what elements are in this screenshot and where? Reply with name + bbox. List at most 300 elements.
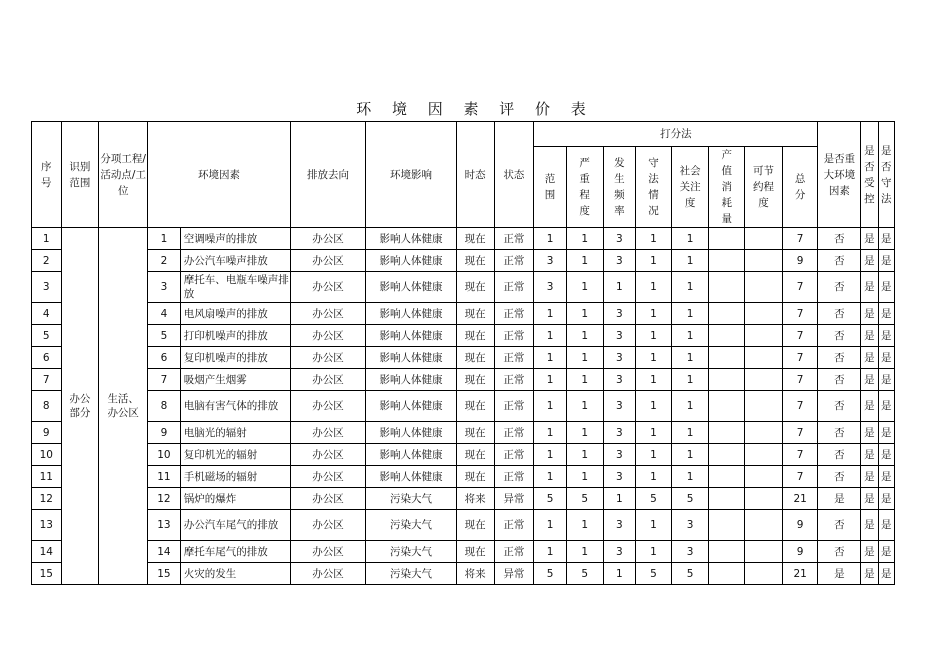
table-row: [32, 391, 895, 422]
row-law-cell: 是: [878, 510, 894, 541]
row-tense-cell: 现在: [456, 444, 494, 466]
header-impact: 环境影响: [366, 122, 457, 228]
row-score-range-cell: 1: [534, 347, 567, 369]
row-controlled-cell: 是: [861, 541, 878, 563]
row-seq-cell: 5: [32, 325, 62, 347]
row-score-range-cell: 1: [534, 303, 567, 325]
row-no-cell: 5: [148, 325, 181, 347]
row-controlled-cell: 是: [861, 422, 878, 444]
row-score-total-cell: 7: [782, 325, 818, 347]
row-seq-cell: 6: [32, 347, 62, 369]
row-score-frequency-cell: 3: [603, 347, 636, 369]
row-score-severity-cell: 5: [566, 563, 603, 585]
header-seq: 序号: [32, 122, 62, 228]
header-scoring: 打分法: [534, 122, 818, 147]
row-score-frequency-cell: 1: [603, 272, 636, 303]
row-controlled-cell: 是: [861, 510, 878, 541]
header-score-saving: 可节约程度: [745, 147, 783, 228]
row-score-saving-cell: [745, 250, 783, 272]
row-score-frequency-cell: 1: [603, 563, 636, 585]
row-factor-cell: 复印机光的辐射: [180, 444, 290, 466]
row-state-cell: 正常: [494, 369, 534, 391]
row-tense-cell: 现在: [456, 228, 494, 250]
row-score-consumption-cell: [709, 272, 745, 303]
row-seq-cell: 9: [32, 422, 62, 444]
row-factor-cell: 摩托车尾气的排放: [180, 541, 290, 563]
row-score-severity-cell: 1: [566, 272, 603, 303]
row-score-compliance-cell: 1: [636, 466, 672, 488]
row-major-cell: 是: [818, 563, 861, 585]
row-score-range-cell: 3: [534, 272, 567, 303]
row-score-saving-cell: [745, 369, 783, 391]
row-score-frequency-cell: 3: [603, 422, 636, 444]
row-no-cell: 11: [148, 466, 181, 488]
row-seq-cell: 7: [32, 369, 62, 391]
row-controlled-cell: 是: [861, 444, 878, 466]
row-factor-cell: 吸烟产生烟雾: [180, 369, 290, 391]
header-score-severity: 严重程度: [566, 147, 603, 228]
table-row: [32, 444, 895, 466]
row-state-cell: 正常: [494, 391, 534, 422]
row-law-cell: 是: [878, 422, 894, 444]
row-score-range-cell: 1: [534, 444, 567, 466]
row-score-saving-cell: [745, 444, 783, 466]
row-score-compliance-cell: 1: [636, 444, 672, 466]
row-score-compliance-cell: 1: [636, 391, 672, 422]
header-score-concern: 社会关注度: [671, 147, 709, 228]
row-score-frequency-cell: 3: [603, 466, 636, 488]
row-factor-cell: 锅炉的爆炸: [180, 488, 290, 510]
row-tense-cell: 现在: [456, 369, 494, 391]
row-score-total-cell: 7: [782, 347, 818, 369]
row-score-saving-cell: [745, 325, 783, 347]
row-factor-cell: 办公汽车尾气的排放: [180, 510, 290, 541]
row-score-consumption-cell: [709, 228, 745, 250]
row-controlled-cell: 是: [861, 303, 878, 325]
row-score-concern-cell: 1: [671, 422, 709, 444]
row-score-frequency-cell: 3: [603, 250, 636, 272]
row-score-compliance-cell: 1: [636, 303, 672, 325]
row-discharge-cell: 办公区: [290, 228, 365, 250]
row-law-cell: 是: [878, 347, 894, 369]
header-law: 是否守法: [878, 122, 894, 228]
row-discharge-cell: 办公区: [290, 325, 365, 347]
row-score-range-cell: 5: [534, 488, 567, 510]
row-score-range-cell: 1: [534, 510, 567, 541]
row-no-cell: 6: [148, 347, 181, 369]
row-tense-cell: 现在: [456, 303, 494, 325]
row-score-consumption-cell: [709, 466, 745, 488]
table-row: [32, 563, 895, 585]
row-score-concern-cell: 1: [671, 444, 709, 466]
header-score-total: 总分: [782, 147, 818, 228]
row-major-cell: 否: [818, 541, 861, 563]
activity-group-cell: 生活、办公区: [99, 228, 148, 585]
row-seq-cell: 3: [32, 272, 62, 303]
row-score-concern-cell: 1: [671, 369, 709, 391]
row-score-saving-cell: [745, 228, 783, 250]
row-impact-cell: 影响人体健康: [366, 228, 457, 250]
row-score-consumption-cell: [709, 369, 745, 391]
row-factor-cell: 电脑有害气体的排放: [180, 391, 290, 422]
row-law-cell: 是: [878, 369, 894, 391]
row-score-concern-cell: 3: [671, 541, 709, 563]
row-major-cell: 否: [818, 444, 861, 466]
row-score-compliance-cell: 1: [636, 325, 672, 347]
row-score-saving-cell: [745, 563, 783, 585]
row-score-total-cell: 7: [782, 466, 818, 488]
table-row: [32, 272, 895, 303]
row-controlled-cell: 是: [861, 325, 878, 347]
row-no-cell: 4: [148, 303, 181, 325]
row-score-saving-cell: [745, 541, 783, 563]
row-score-range-cell: 1: [534, 325, 567, 347]
row-impact-cell: 影响人体健康: [366, 444, 457, 466]
row-controlled-cell: 是: [861, 488, 878, 510]
row-factor-cell: 火灾的发生: [180, 563, 290, 585]
row-state-cell: 正常: [494, 347, 534, 369]
row-no-cell: 12: [148, 488, 181, 510]
row-seq-cell: 13: [32, 510, 62, 541]
row-no-cell: 8: [148, 391, 181, 422]
table-row: [32, 250, 895, 272]
row-discharge-cell: 办公区: [290, 347, 365, 369]
row-controlled-cell: 是: [861, 391, 878, 422]
row-no-cell: 13: [148, 510, 181, 541]
row-factor-cell: 电脑光的辐射: [180, 422, 290, 444]
row-score-consumption-cell: [709, 325, 745, 347]
row-discharge-cell: 办公区: [290, 272, 365, 303]
row-score-consumption-cell: [709, 347, 745, 369]
row-impact-cell: 污染大气: [366, 488, 457, 510]
row-score-saving-cell: [745, 272, 783, 303]
row-score-severity-cell: 1: [566, 391, 603, 422]
row-seq-cell: 15: [32, 563, 62, 585]
header-score-compliance: 守法情况: [636, 147, 672, 228]
header-activity: 分项工程/活动点/工位: [99, 122, 148, 228]
row-score-severity-cell: 1: [566, 250, 603, 272]
header-scope: 识别范围: [61, 122, 99, 228]
row-major-cell: 否: [818, 466, 861, 488]
row-score-frequency-cell: 3: [603, 303, 636, 325]
row-score-severity-cell: 1: [566, 325, 603, 347]
row-seq-cell: 10: [32, 444, 62, 466]
row-seq-cell: 11: [32, 466, 62, 488]
row-discharge-cell: 办公区: [290, 391, 365, 422]
row-major-cell: 否: [818, 391, 861, 422]
row-state-cell: 正常: [494, 466, 534, 488]
row-score-total-cell: 21: [782, 563, 818, 585]
row-state-cell: 正常: [494, 510, 534, 541]
row-state-cell: 正常: [494, 272, 534, 303]
row-impact-cell: 影响人体健康: [366, 250, 457, 272]
row-score-saving-cell: [745, 347, 783, 369]
row-impact-cell: 影响人体健康: [366, 369, 457, 391]
row-score-frequency-cell: 3: [603, 391, 636, 422]
row-score-total-cell: 7: [782, 391, 818, 422]
row-controlled-cell: 是: [861, 369, 878, 391]
row-tense-cell: 现在: [456, 541, 494, 563]
row-controlled-cell: 是: [861, 272, 878, 303]
header-state: 状态: [494, 122, 534, 228]
row-controlled-cell: 是: [861, 228, 878, 250]
row-score-frequency-cell: 3: [603, 444, 636, 466]
header-tense: 时态: [456, 122, 494, 228]
row-state-cell: 正常: [494, 303, 534, 325]
row-controlled-cell: 是: [861, 250, 878, 272]
header-score-consumption: 产值消耗量: [709, 147, 745, 228]
row-factor-cell: 复印机噪声的排放: [180, 347, 290, 369]
page-title: 环 境 因 素 评 价 表: [356, 100, 594, 118]
table-row: [32, 541, 895, 563]
row-no-cell: 2: [148, 250, 181, 272]
row-score-compliance-cell: 1: [636, 369, 672, 391]
row-law-cell: 是: [878, 250, 894, 272]
row-state-cell: 正常: [494, 541, 534, 563]
row-score-saving-cell: [745, 466, 783, 488]
row-tense-cell: 现在: [456, 272, 494, 303]
row-tense-cell: 现在: [456, 250, 494, 272]
row-law-cell: 是: [878, 541, 894, 563]
row-score-compliance-cell: 5: [636, 488, 672, 510]
row-score-severity-cell: 1: [566, 541, 603, 563]
row-score-concern-cell: 1: [671, 303, 709, 325]
row-score-consumption-cell: [709, 444, 745, 466]
row-factor-cell: 手机磁场的辐射: [180, 466, 290, 488]
row-score-range-cell: 1: [534, 422, 567, 444]
scope-group-cell: 办公部分: [61, 228, 99, 585]
row-tense-cell: 现在: [456, 466, 494, 488]
row-impact-cell: 污染大气: [366, 510, 457, 541]
row-score-frequency-cell: 3: [603, 541, 636, 563]
environment-factor-table: [31, 121, 895, 585]
row-score-total-cell: 21: [782, 488, 818, 510]
row-discharge-cell: 办公区: [290, 444, 365, 466]
row-score-total-cell: 9: [782, 541, 818, 563]
row-tense-cell: 现在: [456, 325, 494, 347]
row-no-cell: 14: [148, 541, 181, 563]
row-score-consumption-cell: [709, 510, 745, 541]
row-tense-cell: 将来: [456, 563, 494, 585]
row-score-consumption-cell: [709, 541, 745, 563]
row-score-range-cell: 1: [534, 228, 567, 250]
row-major-cell: 否: [818, 228, 861, 250]
row-score-concern-cell: 5: [671, 488, 709, 510]
header-score-range: 范围: [534, 147, 567, 228]
row-score-compliance-cell: 1: [636, 541, 672, 563]
row-score-total-cell: 7: [782, 303, 818, 325]
table-row: [32, 369, 895, 391]
row-score-saving-cell: [745, 391, 783, 422]
row-law-cell: 是: [878, 272, 894, 303]
row-score-consumption-cell: [709, 303, 745, 325]
table-row: [32, 466, 895, 488]
row-score-range-cell: 1: [534, 466, 567, 488]
row-factor-cell: 打印机噪声的排放: [180, 325, 290, 347]
row-no-cell: 10: [148, 444, 181, 466]
row-score-concern-cell: 1: [671, 250, 709, 272]
row-score-total-cell: 7: [782, 422, 818, 444]
row-discharge-cell: 办公区: [290, 466, 365, 488]
row-impact-cell: 影响人体健康: [366, 272, 457, 303]
row-state-cell: 正常: [494, 325, 534, 347]
row-major-cell: 否: [818, 510, 861, 541]
row-score-compliance-cell: 1: [636, 250, 672, 272]
table-row: [32, 488, 895, 510]
row-no-cell: 3: [148, 272, 181, 303]
row-score-consumption-cell: [709, 391, 745, 422]
table-row: [32, 228, 895, 250]
row-score-severity-cell: 5: [566, 488, 603, 510]
row-score-concern-cell: 1: [671, 391, 709, 422]
row-score-concern-cell: 1: [671, 228, 709, 250]
row-seq-cell: 12: [32, 488, 62, 510]
row-impact-cell: 影响人体健康: [366, 466, 457, 488]
row-tense-cell: 现在: [456, 391, 494, 422]
row-impact-cell: 影响人体健康: [366, 391, 457, 422]
row-major-cell: 否: [818, 250, 861, 272]
row-score-total-cell: 7: [782, 228, 818, 250]
row-law-cell: 是: [878, 488, 894, 510]
row-seq-cell: 1: [32, 228, 62, 250]
table-row: [32, 303, 895, 325]
header-discharge: 排放去向: [290, 122, 365, 228]
row-seq-cell: 8: [32, 391, 62, 422]
row-discharge-cell: 办公区: [290, 369, 365, 391]
row-score-saving-cell: [745, 422, 783, 444]
row-score-consumption-cell: [709, 488, 745, 510]
table-row: [32, 325, 895, 347]
row-state-cell: 正常: [494, 444, 534, 466]
row-impact-cell: 影响人体健康: [366, 347, 457, 369]
row-law-cell: 是: [878, 228, 894, 250]
row-score-range-cell: 1: [534, 541, 567, 563]
row-discharge-cell: 办公区: [290, 510, 365, 541]
row-factor-cell: 摩托车、电瓶车噪声排放: [180, 272, 290, 303]
row-score-total-cell: 9: [782, 510, 818, 541]
row-impact-cell: 影响人体健康: [366, 325, 457, 347]
row-score-severity-cell: 1: [566, 422, 603, 444]
row-factor-cell: 空调噪声的排放: [180, 228, 290, 250]
row-tense-cell: 现在: [456, 347, 494, 369]
row-law-cell: 是: [878, 325, 894, 347]
row-major-cell: 否: [818, 347, 861, 369]
row-tense-cell: 将来: [456, 488, 494, 510]
row-major-cell: 否: [818, 369, 861, 391]
row-seq-cell: 14: [32, 541, 62, 563]
row-no-cell: 1: [148, 228, 181, 250]
row-score-concern-cell: 1: [671, 466, 709, 488]
row-impact-cell: 污染大气: [366, 541, 457, 563]
row-score-severity-cell: 1: [566, 347, 603, 369]
row-seq-cell: 2: [32, 250, 62, 272]
row-score-compliance-cell: 1: [636, 272, 672, 303]
row-score-total-cell: 9: [782, 250, 818, 272]
row-score-saving-cell: [745, 303, 783, 325]
row-score-severity-cell: 1: [566, 228, 603, 250]
row-no-cell: 7: [148, 369, 181, 391]
row-impact-cell: 影响人体健康: [366, 303, 457, 325]
row-score-compliance-cell: 1: [636, 510, 672, 541]
row-score-consumption-cell: [709, 563, 745, 585]
row-discharge-cell: 办公区: [290, 541, 365, 563]
table-row: [32, 510, 895, 541]
row-score-concern-cell: 3: [671, 510, 709, 541]
row-law-cell: 是: [878, 466, 894, 488]
row-score-saving-cell: [745, 488, 783, 510]
row-tense-cell: 现在: [456, 422, 494, 444]
row-score-consumption-cell: [709, 250, 745, 272]
table-row: [32, 422, 895, 444]
header-factor: 环境因素: [148, 122, 291, 228]
row-state-cell: 正常: [494, 228, 534, 250]
row-score-saving-cell: [745, 510, 783, 541]
table-row: [32, 347, 895, 369]
row-score-severity-cell: 1: [566, 466, 603, 488]
row-score-concern-cell: 1: [671, 272, 709, 303]
row-score-frequency-cell: 3: [603, 510, 636, 541]
row-score-severity-cell: 1: [566, 510, 603, 541]
row-law-cell: 是: [878, 303, 894, 325]
row-score-compliance-cell: 5: [636, 563, 672, 585]
row-controlled-cell: 是: [861, 347, 878, 369]
header-controlled: 是否受控: [861, 122, 878, 228]
row-controlled-cell: 是: [861, 563, 878, 585]
row-controlled-cell: 是: [861, 466, 878, 488]
row-major-cell: 否: [818, 325, 861, 347]
row-score-total-cell: 7: [782, 369, 818, 391]
row-discharge-cell: 办公区: [290, 422, 365, 444]
row-seq-cell: 4: [32, 303, 62, 325]
row-major-cell: 否: [818, 422, 861, 444]
row-score-compliance-cell: 1: [636, 422, 672, 444]
row-discharge-cell: 办公区: [290, 250, 365, 272]
row-discharge-cell: 办公区: [290, 563, 365, 585]
row-state-cell: 异常: [494, 488, 534, 510]
row-score-severity-cell: 1: [566, 369, 603, 391]
row-score-total-cell: 7: [782, 272, 818, 303]
row-major-cell: 是: [818, 488, 861, 510]
row-major-cell: 否: [818, 272, 861, 303]
row-score-consumption-cell: [709, 422, 745, 444]
row-discharge-cell: 办公区: [290, 303, 365, 325]
row-score-compliance-cell: 1: [636, 228, 672, 250]
header-score-frequency: 发生频率: [603, 147, 636, 228]
row-law-cell: 是: [878, 391, 894, 422]
row-score-frequency-cell: 3: [603, 369, 636, 391]
row-law-cell: 是: [878, 444, 894, 466]
row-score-frequency-cell: 3: [603, 325, 636, 347]
row-score-concern-cell: 1: [671, 347, 709, 369]
row-score-compliance-cell: 1: [636, 347, 672, 369]
row-score-frequency-cell: 3: [603, 228, 636, 250]
row-major-cell: 否: [818, 303, 861, 325]
row-score-total-cell: 7: [782, 444, 818, 466]
row-score-severity-cell: 1: [566, 444, 603, 466]
row-score-range-cell: 1: [534, 391, 567, 422]
row-score-concern-cell: 1: [671, 325, 709, 347]
row-score-range-cell: 5: [534, 563, 567, 585]
row-impact-cell: 污染大气: [366, 563, 457, 585]
row-factor-cell: 办公汽车噪声排放: [180, 250, 290, 272]
header-major: 是否重大环境因素: [818, 122, 861, 228]
row-factor-cell: 电风扇噪声的排放: [180, 303, 290, 325]
row-score-concern-cell: 5: [671, 563, 709, 585]
row-impact-cell: 影响人体健康: [366, 422, 457, 444]
row-score-severity-cell: 1: [566, 303, 603, 325]
row-score-frequency-cell: 1: [603, 488, 636, 510]
row-score-range-cell: 1: [534, 369, 567, 391]
